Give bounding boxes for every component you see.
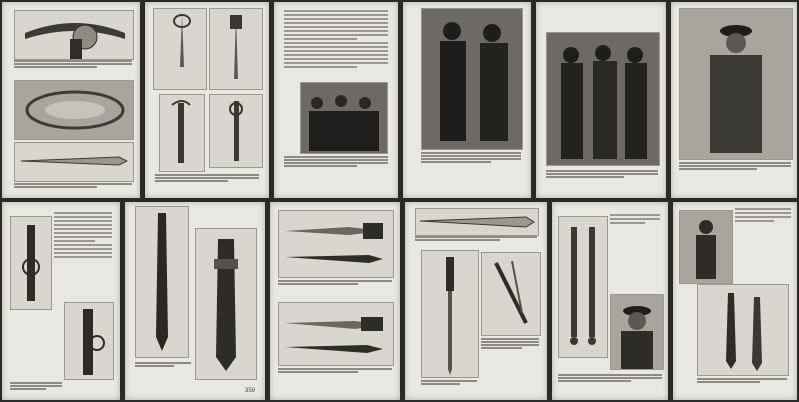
caption [679,162,791,171]
photo-dagger-b [209,8,263,90]
caption [278,280,392,286]
photo-daggers-pair [697,284,789,376]
book-page [536,2,666,198]
book-page [145,2,269,198]
book-page [552,202,668,400]
photo-hangers [558,216,608,358]
photo-sword-hilt [14,10,134,60]
book-page [673,202,797,400]
caption [481,338,539,350]
photo-dagger-d [209,94,263,168]
photo-officers-group [546,32,660,166]
caption [421,152,521,164]
photo-officer-portrait [679,8,793,160]
caption [278,368,392,374]
photo-blade-etching [415,208,539,236]
body-text [54,212,112,260]
book-page [405,202,547,400]
caption [546,170,658,179]
book-page [270,202,400,400]
caption [558,374,662,383]
caption [415,236,537,242]
photo-blade [14,142,134,182]
photo-dagger-c [159,94,205,172]
body-text [610,214,660,226]
caption [14,60,132,69]
book-page [671,2,797,198]
body-text [284,10,388,70]
book-page [2,202,120,400]
photo-scabbard-b [195,228,257,380]
photo-group-portrait [300,82,388,154]
caption [10,382,62,391]
caption [14,183,132,189]
photo-officer-bust [610,294,664,370]
photo-scabbard-stamp [14,80,134,140]
book-page [403,2,531,198]
photo-dagger-fitting [64,302,114,380]
photo-soldier-field [679,210,733,284]
page-number: 359 [245,388,256,394]
photo-dagger-hilt [10,216,52,310]
photo-dagger-a [153,8,207,90]
caption [135,362,191,368]
photo-bayonets-2 [278,302,394,366]
caption [155,174,259,183]
photo-knife-detail [481,252,541,336]
body-text [735,208,791,224]
photo-scabbard-a [135,206,189,358]
photo-officers-standing [421,8,523,150]
book-page [2,2,140,198]
caption [284,156,388,168]
caption [697,378,787,384]
photo-police-bayonet [421,250,479,378]
book-page [125,202,265,400]
photo-bayonets [278,210,394,278]
book-page [274,2,398,198]
caption [421,380,477,386]
